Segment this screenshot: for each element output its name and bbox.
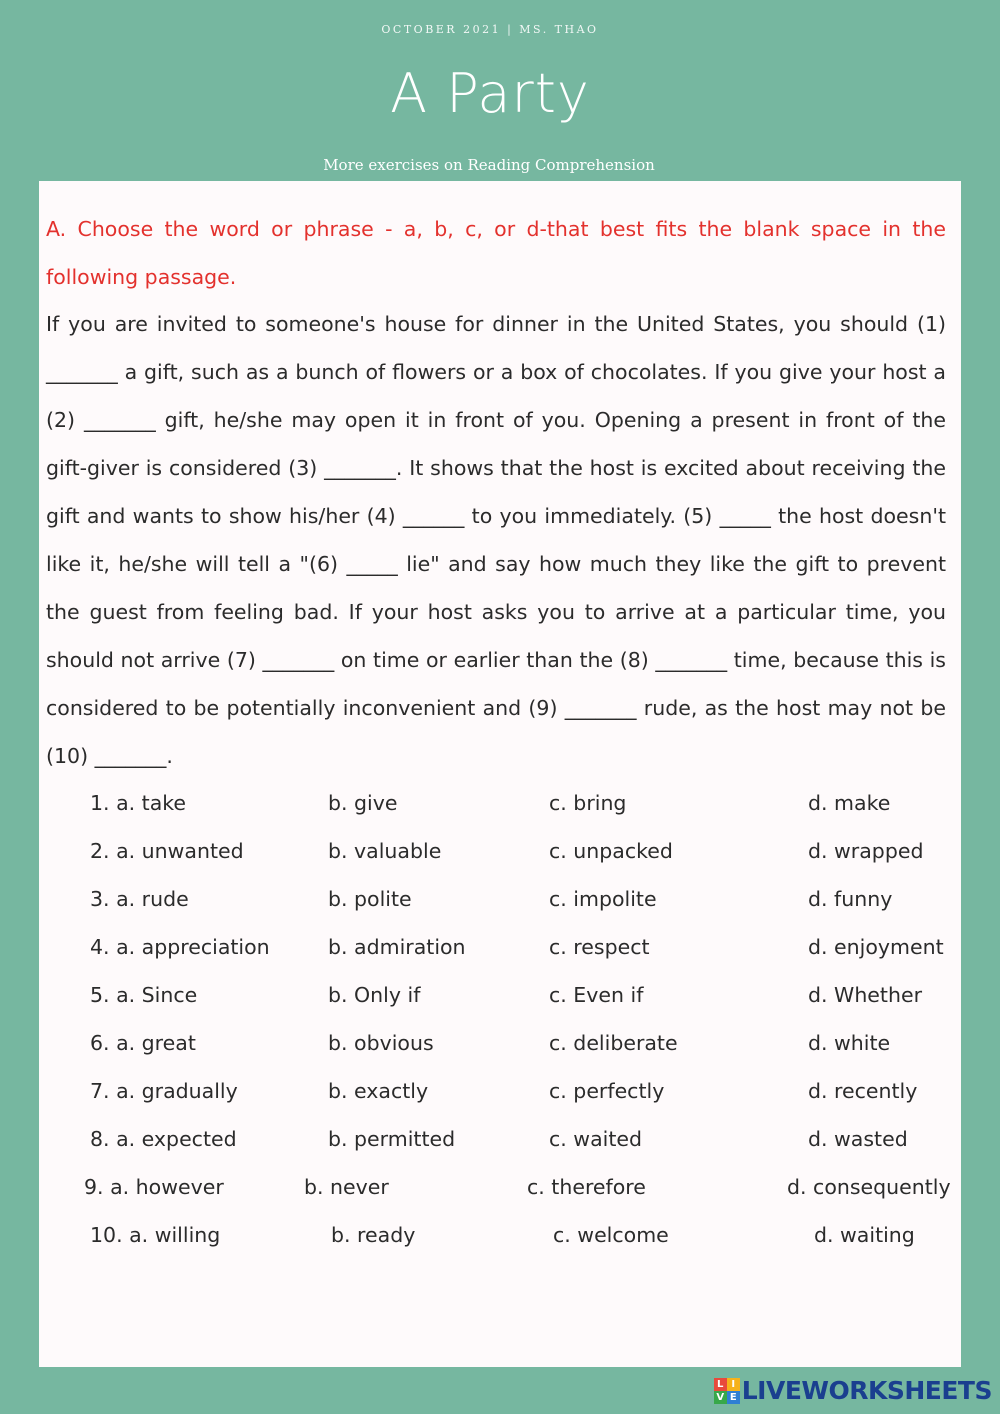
option-10b: b. ready — [331, 1223, 416, 1247]
option-3c: c. impolite — [549, 887, 657, 911]
brand-text: LIVEWORKSHEETS — [741, 1376, 992, 1405]
option-7c: c. perfectly — [549, 1079, 665, 1103]
option-1c: c. bring — [549, 791, 627, 815]
option-4b: b. admiration — [328, 935, 466, 959]
question-row-5 — [0, 971, 1000, 1019]
option-7d: d. recently — [808, 1079, 918, 1103]
option-5a: 5. a. Since — [90, 983, 198, 1007]
liveworksheets-logo-icon — [714, 1378, 740, 1404]
reading-passage: If you are invited to someone's house for dinner in the United States, you should (1) _______ a gift, such as a bunch of flowers or a box of chocolates. If you give your host a (2) _______ gift, he/she may open it in front of you. Opening a present in front of the gift-giver is considered (3) _______. It shows that the host is excited about receiving the gift and wants to show his/her (4) ______ to you immediately. (5) _____ the host doesn't like it, he/she will tell a "(6) _____ lie" and say how much they like the gift to prevent the guest from feeling bad. If your host asks you to arrive at a particular time, you should not arrive (7) _______ on time or earlier than the (8) _______ time, because this is considered to be potentially inconvenient and (9) _______ rude, as the host may not be (10) _______. — [46, 312, 946, 768]
option-9a: 9. a. however — [84, 1175, 224, 1199]
option-5d: d. Whether — [808, 983, 922, 1007]
option-1d: d. make — [808, 791, 891, 815]
option-7b: b. exactly — [328, 1079, 429, 1103]
question-row-2 — [0, 827, 1000, 875]
logo-letter: I — [727, 1378, 740, 1391]
option-3b: b. polite — [328, 887, 412, 911]
option-9d: d. consequently — [787, 1175, 951, 1199]
option-4d: d. enjoyment — [808, 935, 944, 959]
question-row-7 — [0, 1067, 1000, 1115]
option-10a: 10. a. willing — [90, 1223, 221, 1247]
option-9c: c. therefore — [527, 1175, 646, 1199]
logo-letter: L — [714, 1378, 727, 1391]
option-8c: c. waited — [549, 1127, 642, 1151]
option-8a: 8. a. expected — [90, 1127, 237, 1151]
option-5b: b. Only if — [328, 983, 421, 1007]
question-row-4 — [0, 923, 1000, 971]
option-2a: 2. a. unwanted — [90, 839, 244, 863]
option-10c: c. welcome — [553, 1223, 669, 1247]
option-5c: c. Even if — [549, 983, 644, 1007]
option-6b: b. obvious — [328, 1031, 434, 1055]
option-9b: b. never — [304, 1175, 389, 1199]
header-meta: OCTOBER 2021 | MS. THAO — [381, 23, 599, 36]
option-2c: c. unpacked — [549, 839, 673, 863]
question-row-6 — [0, 1019, 1000, 1067]
option-6c: c. deliberate — [549, 1031, 678, 1055]
page-title: A Party — [390, 62, 590, 125]
option-10d: d. waiting — [814, 1223, 915, 1247]
answer-options — [0, 779, 1000, 1259]
option-6d: d. white — [808, 1031, 891, 1055]
option-1a: 1. a. take — [90, 791, 187, 815]
option-3a: 3. a. rude — [90, 887, 189, 911]
section-instruction: A. Choose the word or phrase - a, b, c, or d-that best fits the blank space in the following passage. — [46, 217, 946, 289]
question-row-1 — [0, 779, 1000, 827]
option-3d: d. funny — [808, 887, 893, 911]
option-7a: 7. a. gradually — [90, 1079, 238, 1103]
page-subtitle: More exercises on Reading Comprehension — [323, 156, 655, 174]
option-8b: b. permitted — [328, 1127, 456, 1151]
option-2b: b. valuable — [328, 839, 442, 863]
option-6a: 6. a. great — [90, 1031, 196, 1055]
option-2d: d. wrapped — [808, 839, 924, 863]
option-4a: 4. a. appreciation — [90, 935, 270, 959]
question-row-9 — [0, 1163, 1000, 1211]
option-4c: c. respect — [549, 935, 650, 959]
question-row-8 — [0, 1115, 1000, 1163]
logo-letter: E — [727, 1391, 740, 1404]
question-row-10 — [0, 1211, 1000, 1259]
liveworksheets-brand[interactable] — [714, 1376, 992, 1406]
question-row-3 — [0, 875, 1000, 923]
logo-letter: V — [714, 1391, 727, 1404]
option-8d: d. wasted — [808, 1127, 908, 1151]
option-1b: b. give — [328, 791, 398, 815]
